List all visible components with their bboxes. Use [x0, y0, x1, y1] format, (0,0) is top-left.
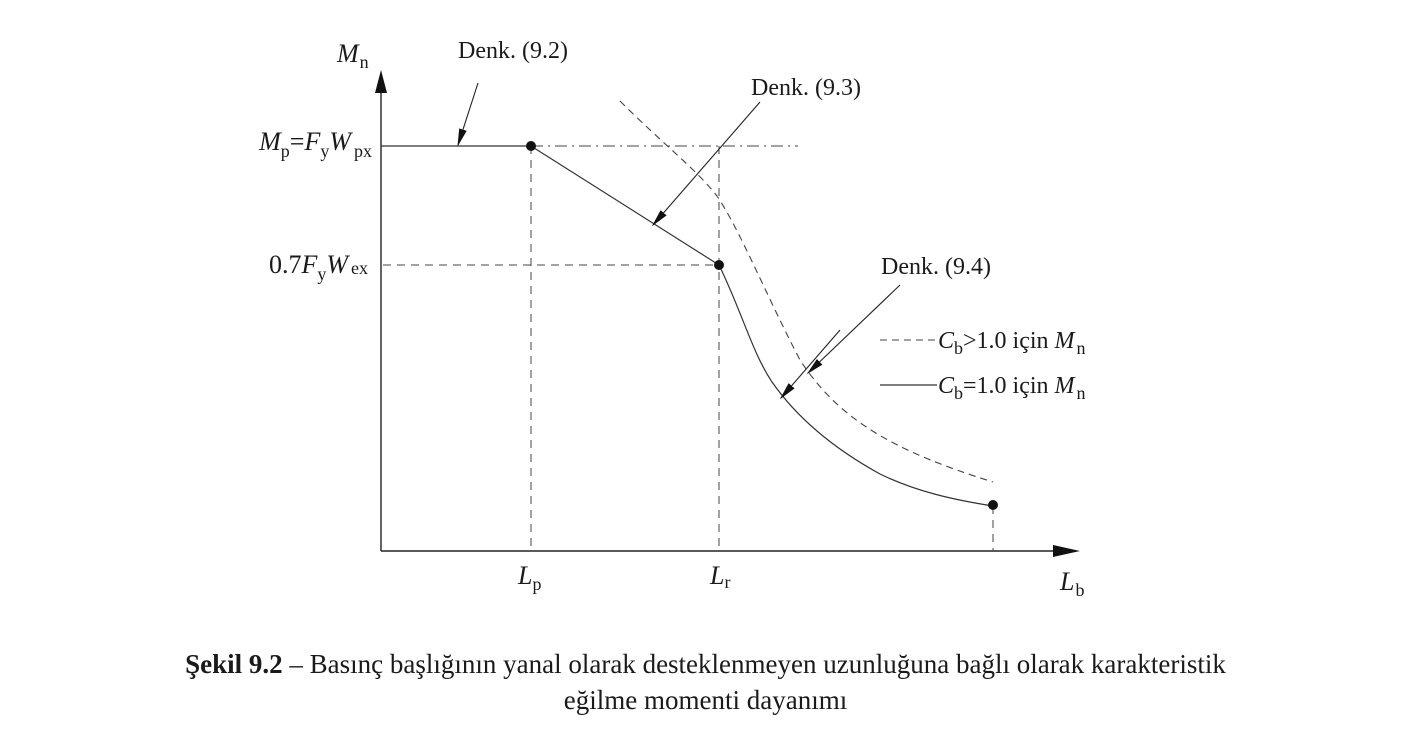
eq93-leader-arrow: [653, 102, 760, 225]
lr-point: [714, 260, 724, 270]
x-tick-lp: $L_p$: [518, 561, 542, 594]
lb-end-point: [988, 500, 998, 510]
caption-line-1: [0, 646, 1411, 682]
annotation-eq93: Denk. (9.3): [751, 75, 861, 101]
y-tick-mr: $0.7F_yW$ ex: [268, 250, 368, 284]
annotation-eq92: Denk. (9.2): [458, 38, 568, 64]
caption-label: Şekil 9.2: [185, 649, 283, 679]
x-axis-label: $L_b$: [1060, 567, 1085, 600]
x-axis-arrow: [1053, 545, 1080, 557]
inelastic-ltb-segment: [531, 146, 719, 265]
caption-text-1: Basınç başlığının yanal olarak desteklenmeyen uzunluğuna bağlı olarak karakteristik: [309, 649, 1226, 679]
caption-line-2: eğilme momenti dayanımı: [563, 685, 848, 715]
figure-caption: [0, 646, 1411, 718]
y-tick-mp: $M_p=F_yW$ $_{px}$: [259, 127, 372, 161]
y-axis-label: $M_n$: [337, 39, 369, 72]
eq92-leader-arrow: [458, 83, 478, 145]
x-tick-lr: Lr: [710, 561, 731, 592]
legend-dashed-label: $C_b>1.0$ için M $_n$: [938, 328, 1086, 358]
y-axis-arrow: [375, 70, 387, 93]
eq94-leader-arrow-2: [781, 330, 840, 398]
caption-dash: –: [282, 649, 310, 679]
annotation-eq94: Denk. (9.4): [881, 254, 991, 280]
lp-point: [526, 141, 536, 151]
cb-greater-curve: [620, 101, 993, 482]
legend-solid-label: $C_b=1.0$ için M $_n$: [938, 373, 1086, 403]
eq94-leader-arrow: [808, 285, 900, 373]
